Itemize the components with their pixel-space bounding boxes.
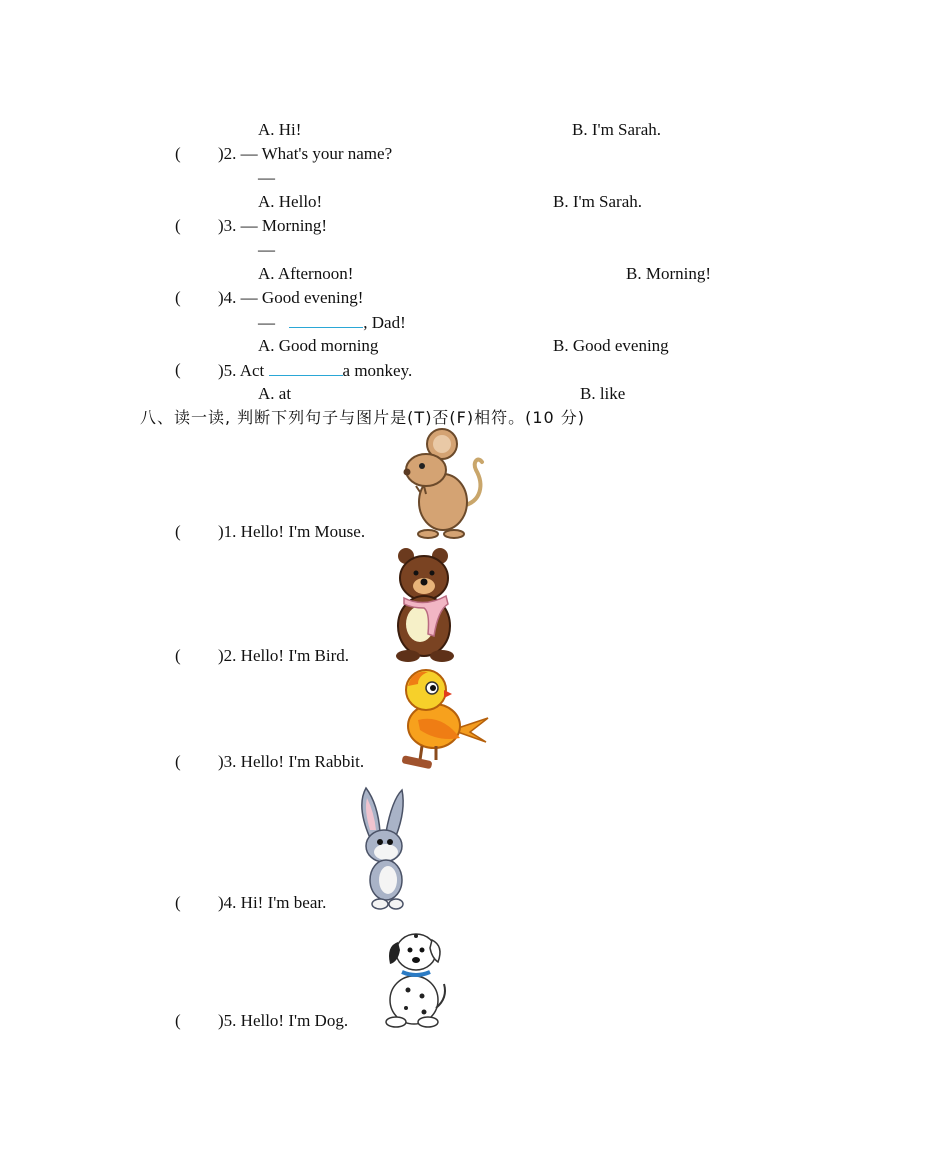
q4-option-a: A. Good morning <box>258 336 379 355</box>
s8-item4-paren[interactable]: ( <box>175 893 181 912</box>
q3-answer-paren[interactable]: ( <box>175 216 181 235</box>
s8-item5-paren[interactable]: ( <box>175 1011 181 1030</box>
s8-item1-paren[interactable]: ( <box>175 522 181 541</box>
q4-option-b: B. Good evening <box>553 336 669 355</box>
q4-reply-after: , Dad! <box>363 313 406 332</box>
q3-stem: )3. — Morning! <box>218 216 328 235</box>
q2-option-b: B. I'm Sarah. <box>553 192 642 211</box>
section8-heading: 八、读一读, 判断下列句子与图片是(T)否(F)相符。(10 分) <box>140 408 586 427</box>
q2-stem: )2. — What's your name? <box>218 144 393 163</box>
q4-answer-paren[interactable]: ( <box>175 288 181 307</box>
q4-reply <box>258 312 406 333</box>
q1-option-a: A. Hi! <box>258 120 302 139</box>
s8-item2-text: )2. Hello! I'm Bird. <box>218 646 350 665</box>
s8-item2-paren[interactable]: ( <box>175 646 181 665</box>
q4-stem: )4. — Good evening! <box>218 288 364 307</box>
q5-option-b: B. like <box>580 384 626 403</box>
s8-item3-paren[interactable]: ( <box>175 752 181 771</box>
bear-picture <box>388 546 462 662</box>
s8-item5-text: )5. Hello! I'm Dog. <box>218 1011 349 1030</box>
q1-option-b: B. I'm Sarah. <box>572 120 661 139</box>
q4-blank[interactable] <box>289 312 363 328</box>
mouse-picture <box>396 426 488 540</box>
dog-picture <box>378 928 450 1028</box>
q3-option-b: B. Morning! <box>626 264 711 283</box>
q4-reply-dash: — <box>258 313 275 332</box>
q5-stem-after: a monkey. <box>342 361 413 380</box>
q5-answer-paren[interactable]: ( <box>175 360 181 379</box>
q2-answer-paren[interactable]: ( <box>175 144 181 163</box>
q3-option-a: A. Afternoon! <box>258 264 354 283</box>
q5-option-a: A. at <box>258 384 292 403</box>
s8-item4-text: )4. Hi! I'm bear. <box>218 893 327 912</box>
s8-item3-text: )3. Hello! I'm Rabbit. <box>218 752 365 771</box>
rabbit-picture <box>356 786 420 912</box>
q5-blank[interactable] <box>269 360 343 376</box>
q5-stem <box>218 360 412 381</box>
q3-reply-dash: — <box>258 240 275 259</box>
q2-reply-dash: — <box>258 168 275 187</box>
q2-option-a: A. Hello! <box>258 192 323 211</box>
s8-item1-text: )1. Hello! I'm Mouse. <box>218 522 366 541</box>
bird-picture <box>398 668 490 770</box>
q5-stem-before: )5. Act <box>218 361 265 380</box>
